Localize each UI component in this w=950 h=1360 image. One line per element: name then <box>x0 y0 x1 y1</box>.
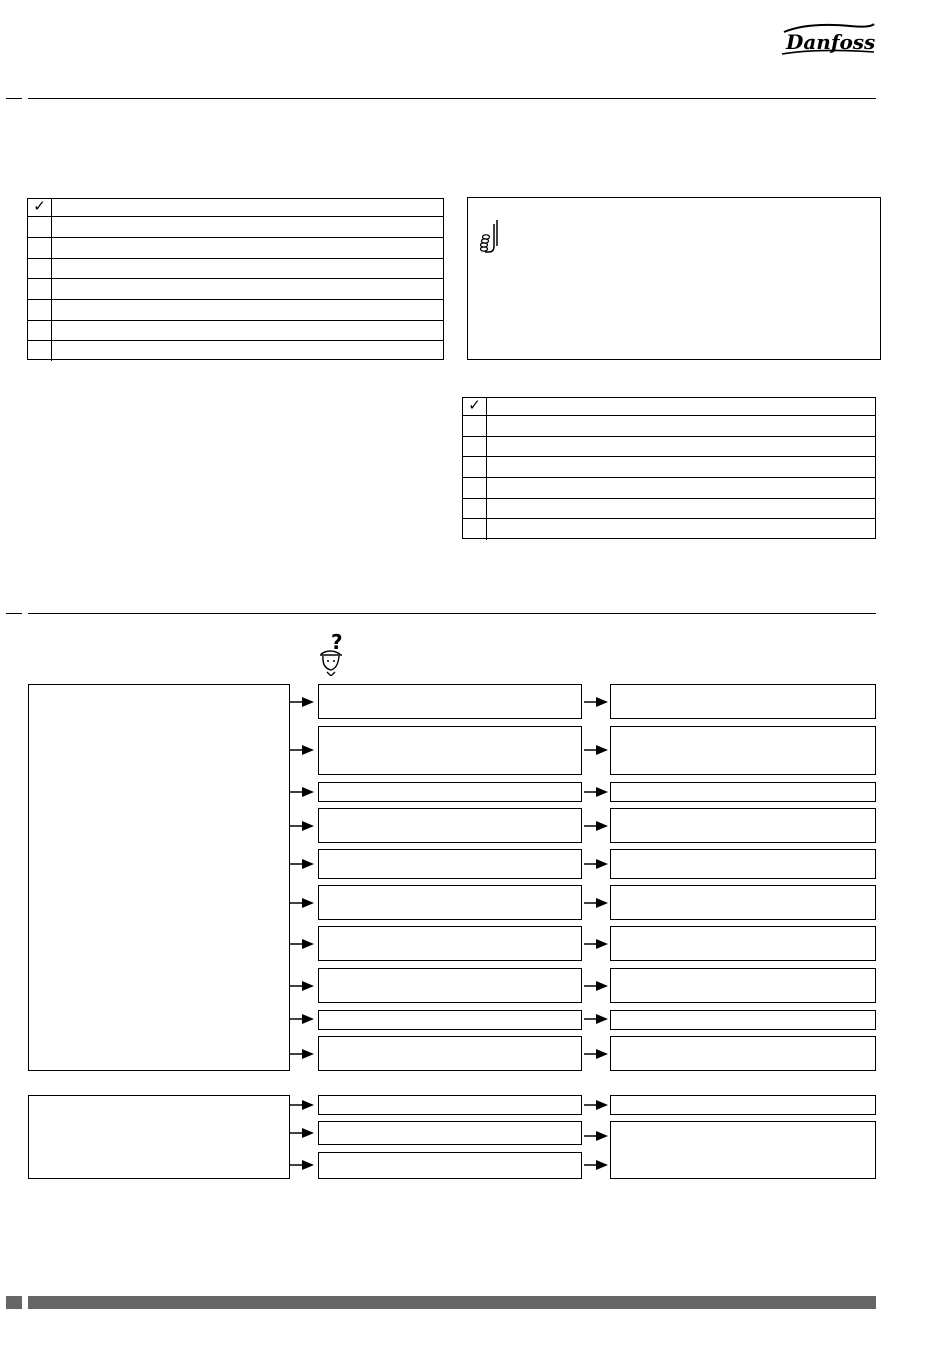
checkbox-cell <box>463 519 487 540</box>
arrow-right-icon <box>290 938 314 950</box>
section-rule-mid <box>28 613 876 614</box>
logo-text: Danfoss <box>786 30 876 54</box>
checkmark-icon: ✓ <box>28 199 52 216</box>
checklist-row <box>28 340 443 361</box>
remedy-box <box>610 1010 876 1030</box>
note-box <box>467 197 881 360</box>
arrow-right-icon <box>290 858 314 870</box>
cause-box <box>318 1121 582 1145</box>
cause-box <box>318 1095 582 1115</box>
checkbox-cell <box>28 341 52 361</box>
checkbox-cell <box>28 259 52 278</box>
arrow-right-icon <box>584 980 608 992</box>
pointing-hand-icon <box>479 216 505 256</box>
remedy-box <box>610 1121 876 1179</box>
checklist-row <box>463 498 875 518</box>
checklist-row <box>463 477 875 498</box>
checklist-row <box>28 237 443 258</box>
arrow-right-icon <box>290 897 314 909</box>
footer-bar <box>28 1296 876 1309</box>
remedy-box <box>610 782 876 802</box>
arrow-right-icon <box>584 1013 608 1025</box>
checkbox-cell <box>463 437 487 456</box>
checkmark-icon: ✓ <box>463 398 487 415</box>
cause-box <box>318 726 582 775</box>
arrow-right-icon <box>584 858 608 870</box>
checkbox-cell <box>28 279 52 299</box>
arrow-right-icon <box>290 1048 314 1060</box>
checklist-row <box>28 216 443 237</box>
checkbox-cell <box>463 499 487 518</box>
checkbox-cell <box>463 478 487 498</box>
checkbox-cell <box>28 238 52 258</box>
arrow-right-icon <box>584 786 608 798</box>
remedy-box <box>610 1095 876 1115</box>
symptom-box-secondary <box>28 1095 290 1179</box>
section-rule-mid-short <box>6 613 22 614</box>
checklist-row <box>28 258 443 278</box>
cause-box <box>318 684 582 719</box>
arrow-right-icon <box>584 897 608 909</box>
arrow-right-icon <box>584 744 608 756</box>
arrow-right-icon <box>584 820 608 832</box>
remedy-box <box>610 885 876 920</box>
symptom-box-main <box>28 684 290 1071</box>
footer-page-marker <box>6 1296 22 1309</box>
arrow-right-icon <box>290 744 314 756</box>
section-rule-top <box>28 98 876 99</box>
arrow-right-icon <box>584 1048 608 1060</box>
checklist-row <box>463 436 875 456</box>
cause-box <box>318 1036 582 1071</box>
checklist-row <box>28 278 443 299</box>
arrow-right-icon <box>584 1099 608 1111</box>
arrow-right-icon <box>290 820 314 832</box>
remedy-box <box>610 808 876 843</box>
cause-box <box>318 808 582 843</box>
checkbox-cell <box>463 416 487 436</box>
cause-box <box>318 968 582 1003</box>
arrow-right-icon <box>290 1127 314 1139</box>
arrow-right-icon <box>290 1099 314 1111</box>
service-person-question-icon <box>316 632 352 676</box>
checklist-row <box>463 415 875 436</box>
danfoss-logo <box>778 18 878 58</box>
question-mark: ? <box>331 632 343 654</box>
arrow-right-icon <box>584 1159 608 1171</box>
checklist-row <box>28 299 443 320</box>
arrow-right-icon <box>290 1159 314 1171</box>
checklist-row <box>463 518 875 540</box>
checklist-row <box>28 320 443 340</box>
checkbox-cell <box>28 300 52 320</box>
arrow-right-icon <box>584 696 608 708</box>
cause-box <box>318 1010 582 1030</box>
remedy-box <box>610 968 876 1003</box>
remedy-box <box>610 1036 876 1071</box>
checkbox-cell <box>28 217 52 237</box>
checklist-right <box>462 397 876 539</box>
cause-box <box>318 926 582 961</box>
remedy-box <box>610 849 876 879</box>
checklist-row <box>463 456 875 477</box>
arrow-right-icon <box>290 786 314 798</box>
checklist-top-left <box>27 198 444 360</box>
arrow-right-icon <box>584 938 608 950</box>
cause-box <box>318 1152 582 1179</box>
remedy-box <box>610 926 876 961</box>
remedy-box <box>610 684 876 719</box>
arrow-right-icon <box>584 1130 608 1142</box>
checkbox-cell <box>463 457 487 477</box>
arrow-right-icon <box>290 980 314 992</box>
section-rule-top-short <box>6 98 22 99</box>
cause-box <box>318 849 582 879</box>
checklist-row <box>28 199 443 216</box>
checklist-row <box>463 398 875 415</box>
remedy-box <box>610 726 876 775</box>
cause-box <box>318 885 582 920</box>
arrow-right-icon <box>290 1013 314 1025</box>
arrow-right-icon <box>290 696 314 708</box>
checkbox-cell <box>28 321 52 340</box>
cause-box <box>318 782 582 802</box>
